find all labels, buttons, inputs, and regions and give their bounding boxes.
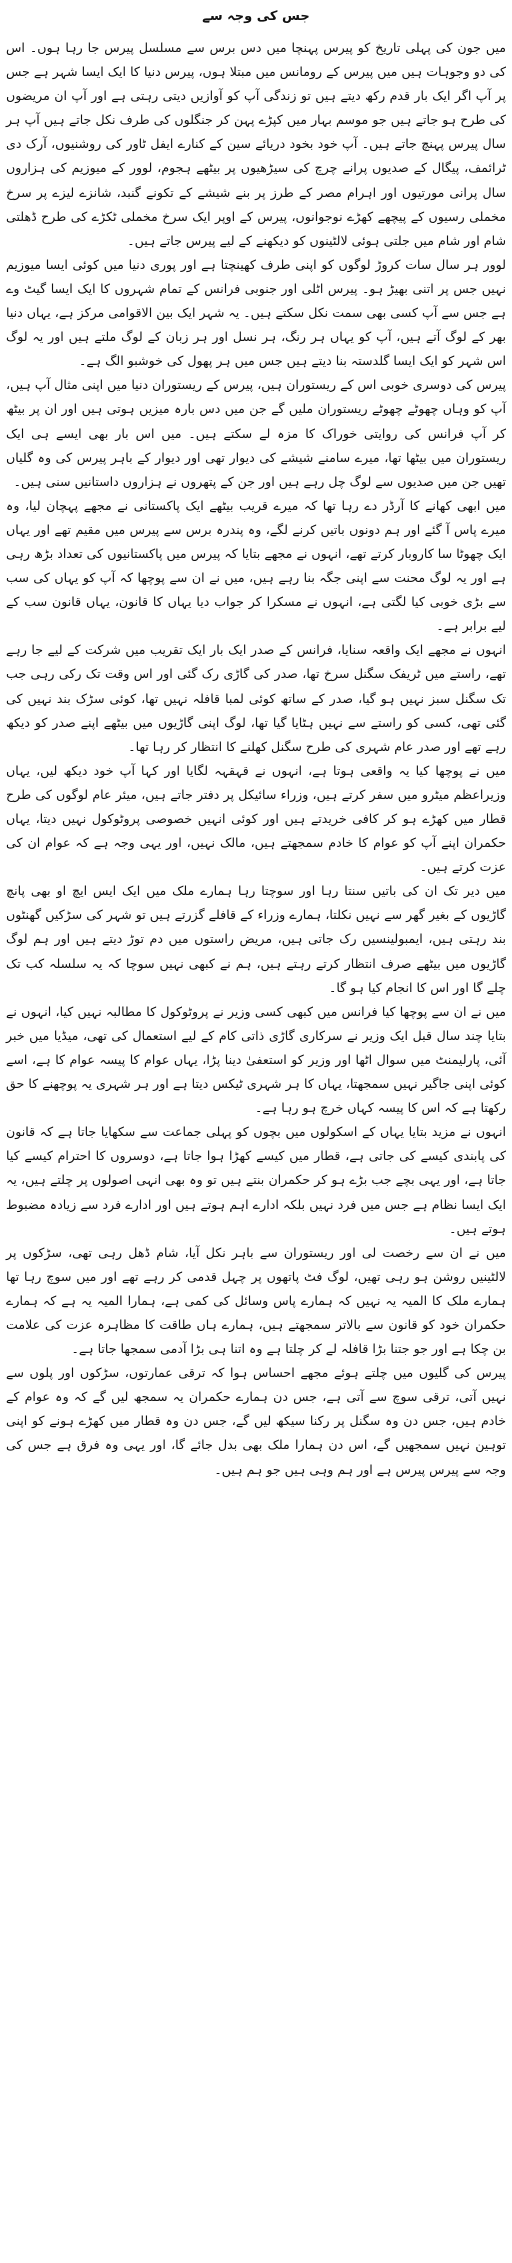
- paragraph: انہوں نے مزید بتایا یہاں کے اسکولوں میں بچوں کو پہلی جماعت سے سکھایا جاتا ہے کہ قانون کی پابندی کیسے کی جاتی ہے، قطار میں کیسے کھڑا ہوا جاتا ہے، دوسروں کا احترام کیسے کیا جاتا ہے، اور یہی بچے جب بڑے ہو کر حکمران بنتے ہیں تو وہ بھی انہی اصولوں پر چلتے ہیں، یہ ایک ایسا نظام ہے جس میں فرد نہیں بلکہ ادارے اہم ہوتے ہیں اور ادارے فرد سے زیادہ مضبوط ہوتے ہیں۔: [6, 1124, 506, 1236]
- paragraph: لوور ہر سال سات کروڑ لوگوں کو اپنی طرف کھینچتا ہے اور پوری دنیا میں کوئی ایسا میوزیم نہیں جس پر اتنی بھیڑ ہو۔ پیرس اٹلی اور جنوبی فرانس کے تمام شہروں کا ایک ایسا گیٹ وے ہے جس سے آپ کسی بھی سمت نکل سکتے ہیں۔ یہ شہر ایک بین الاقوامی مرکز ہے، یہاں دنیا بھر کے لوگ آتے ہیں، آپ کو یہاں ہر رنگ، ہر نسل اور ہر زبان کے لوگ ملتے ہیں اور یہ لوگ اس شہر کو ایک ایسا گلدستہ بنا دیتے ہیں جس میں ہر پھول کی خوشبو الگ ہے۔: [6, 256, 506, 369]
- paragraph: میں ابھی کھانے کا آرڈر دے رہا تھا کہ میرے قریب بیٹھے ایک پاکستانی نے مجھے پہچان لیا، وہ میرے پاس آ گئے اور ہم دونوں باتیں کرنے لگے، وہ پندرہ برس سے پیرس میں مقیم تھے اور یہاں ایک چھوٹا سا کاروبار کرتے تھے، انہوں نے مجھے بتایا کہ پیرس میں پاکستانیوں کی تعداد بڑھ رہی ہے اور یہ لوگ محنت سے اپنی جگہ بنا رہے ہیں، میں نے ان سے پوچھا کہ آپ کو یہاں کی سب سے بڑی خوبی کیا لگتی ہے، انہوں نے مسکرا کر جواب دیا یہاں کا قانون، یہاں قانون سب کے لیے برابر ہے۔: [6, 497, 506, 634]
- paragraph: پیرس کی دوسری خوبی اس کے ریستوران ہیں، پیرس کے ریستوران دنیا میں اپنی مثال آپ ہیں، آپ کو وہاں چھوٹے چھوٹے ریستوران ملیں گے جن میں دس بارہ میزیں ہوتی ہیں اور ان پر بیٹھ کر آپ فرانس کی روایتی خوراک کا مزہ لے سکتے ہیں۔ میں اس بار بھی ایسے ہی ایک ریستوران میں بیٹھا تھا، میرے سامنے شیشے کی دیوار تھی اور دیوار کے باہر پیرس کی وہ گلیاں تھیں جن میں صدیوں سے لوگ چل رہے ہیں اور جن کے پتھروں نے ہزاروں داستانیں سنی ہیں۔: [6, 377, 506, 489]
- paragraph: میں نے پوچھا کیا یہ واقعی ہوتا ہے، انہوں نے قہقہہ لگایا اور کہا آپ خود دیکھ لیں، یہاں وزیراعظم میٹرو میں سفر کرتے ہیں، وزراء سائیکل پر دفتر جاتے ہیں، میئر عام لوگوں کی طرح قطار میں کھڑے ہو کر کافی خریدتے ہیں اور کوئی انہیں خصوصی پروٹوکول نہیں دیتا، یہاں حکمران اپنے آپ کو عوام کا خادم سمجھتے ہیں، مالک نہیں، اور یہی وجہ ہے کہ عوام ان کی عزت کرتے ہیں۔: [6, 762, 506, 875]
- paragraph: میں نے ان سے رخصت لی اور ریستوران سے باہر نکل آیا، شام ڈھل رہی تھی، سڑکوں پر لالٹینیں روشن ہو رہی تھیں، لوگ فٹ پاتھوں پر چہل قدمی کر رہے تھے اور میں سوچ رہا تھا ہمارے ملک کا المیہ یہ نہیں کہ ہمارے پاس وسائل کی کمی ہے، ہمارا المیہ یہ ہے کہ ہمارے حکمران خود کو قانون سے بالاتر سمجھتے ہیں، ہمارے ہاں طاقت کا مظاہرہ عزت کی علامت بن چکا ہے اور جو جتنا بڑا قافلہ لے کر چلتا ہے وہ اتنا ہی بڑا آدمی سمجھا جاتا ہے۔: [6, 1244, 506, 1357]
- paragraph: میں نے ان سے پوچھا کیا فرانس میں کبھی کسی وزیر نے پروٹوکول کا مطالبہ نہیں کیا، انہوں نے بتایا چند سال قبل ایک وزیر نے سرکاری گاڑی ذاتی کام کے لیے استعمال کی تھی، میڈیا میں خبر آئی، پارلیمنٹ میں سوال اٹھا اور وزیر کو استعفیٰ دینا پڑا، یہاں عوام کا پیسہ عوام کا ہے، اسے کوئی اپنی جاگیر نہیں سمجھتا، یہاں کا ہر شہری ٹیکس دیتا ہے اور ہر شہری یہ پوچھنے کا حق رکھتا ہے کہ اس کا پیسہ کہاں خرچ ہو رہا ہے۔: [6, 1003, 506, 1116]
- paragraph: میں دیر تک ان کی باتیں سنتا رہا اور سوچتا رہا ہمارے ملک میں ایک ایس ایچ او بھی پانچ گاڑیوں کے بغیر گھر سے نہیں نکلتا، ہمارے وزراء کے قافلے گزرتے ہیں تو شہر کی سڑکیں گھنٹوں بند رہتی ہیں، ایمبولینسیں رک جاتی ہیں، مریض راستوں میں دم توڑ دیتے ہیں اور ہم لوگ گاڑیوں میں بیٹھے صرف انتظار کرتے رہتے ہیں، ہم نے کبھی نہیں سوچا کہ یہ سلسلہ کب تک چلے گا اور اس کا انجام کیا ہو گا۔: [6, 883, 506, 995]
- column-body: [6, 36, 506, 1482]
- paragraph: انہوں نے مجھے ایک واقعہ سنایا، فرانس کے صدر ایک بار ایک تقریب میں شرکت کے لیے جا رہے تھے، راستے میں ٹریفک سگنل سرخ تھا، صدر کی گاڑی رک گئی اور اس وقت تک رکی رہی جب تک سگنل سبز نہیں ہو گیا، صدر کے ساتھ کوئی لمبا قافلہ نہیں تھا، کوئی سڑک بند نہیں کی گئی تھی، کسی کو راستے سے نہیں ہٹایا گیا تھا، لوگ اپنی گاڑیوں میں بیٹھے اپنے صدر کو دیکھ رہے تھے اور صدر عام شہری کی طرح سگنل کھلنے کا انتظار کر رہا تھا۔: [6, 642, 506, 754]
- paragraph: میں جون کی پہلی تاریخ کو پیرس پہنچا میں دس برس سے مسلسل پیرس جا رہا ہوں۔ اس کی دو وجوہات ہیں میں پیرس کے رومانس میں مبتلا ہوں، پیرس دنیا کا ایک ایسا شہر ہے جس پر آپ اگر ایک بار قدم رکھ دیتے ہیں تو زندگی آپ کو آوازیں دیتی رہتی ہے اور آپ ان مریضوں کی طرح ہو جاتے ہیں جو موسم بہار میں کپڑے پہن کر جنگلوں کی طرف نکل جاتے ہیں آپ ہر سال پیرس پہنچ جاتے ہیں۔ آپ خود بخود دریائے سین کے کنارے ایفل ٹاور کی روشنیوں، آرک دی ٹرائمف، پیگال کے صدیوں پرانے چرچ کی سیڑھیوں پر بیٹھے ہجوم، لوور کے میوزیم کی ہزاروں سال پرانی مورتیوں اور اہرام مصر کے طرز پر بنے شیشے کے تکونے گنبد، شانزے لیزے پر سرخ مخملی رسیوں کے پیچھے کھڑے نوجوانوں، پیرس کے اوپر ایک سرخ مخملی ٹکڑے کی طرح ڈھلتی شام اور شام میں جلتی ہوئی لالٹینوں کو دیکھنے کے لیے پیرس جاتے ہیں۔: [6, 40, 506, 248]
- paragraph: پیرس کی گلیوں میں چلتے ہوئے مجھے احساس ہوا کہ ترقی عمارتوں، سڑکوں اور پلوں سے نہیں آتی، ترقی سوچ سے آتی ہے، جس دن ہمارے حکمران یہ سمجھ لیں گے کہ وہ عوام کے خادم ہیں، جس دن وہ سگنل پر رکنا سیکھ لیں گے، جس دن وہ قطار میں کھڑے ہونے کو اپنی توہین نہیں سمجھیں گے، اس دن ہمارا ملک بھی بدل جائے گا، اور یہی وہ فرق ہے جس کی وجہ سے پیرس پیرس ہے اور ہم وہی ہیں جو ہم ہیں۔: [6, 1365, 506, 1477]
- column-title: جس کی وجہ سے: [202, 9, 310, 24]
